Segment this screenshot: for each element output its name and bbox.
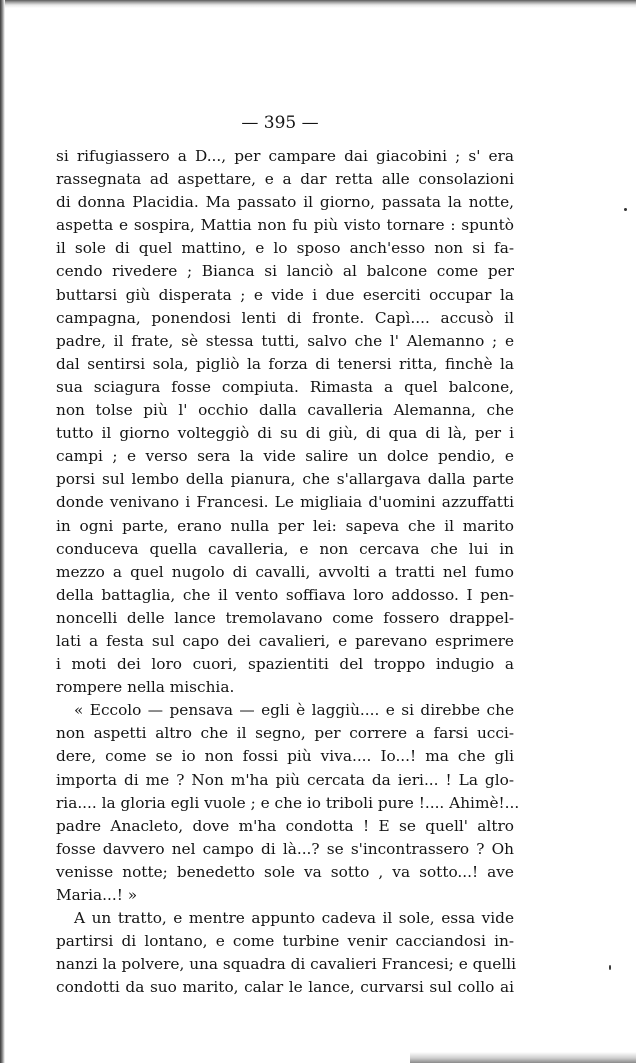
text-line: mezzo a quel nugolo di cavalli, avvolti a tratti nel fumo — [56, 562, 514, 581]
body-text — [56, 145, 520, 999]
text-line: Maria...! » — [56, 886, 138, 904]
text-line: fosse davvero nel campo di là...? se s'incontrassero ? Oh — [56, 839, 514, 858]
text-line: lati a festa sul capo dei cavalieri, e parevano esprimere — [56, 631, 514, 650]
text-line: di donna Placidia. Ma passato il giorno, passata la notte, — [56, 193, 514, 212]
text-line: si rifugiassero a D..., per campare dai giacobini ; s' era — [56, 147, 514, 165]
text-line: nanzi la polvere, una squadra di cavalieri Francesi; e quelli — [56, 955, 517, 974]
text-line: aspetta e sospira, Mattia non fu più visto tornare : spuntò — [56, 216, 514, 235]
text-line: della battaglia, che il vento soffiava loro addosso. I pen- — [56, 585, 514, 604]
text-line: il sole di quel mattino, e lo sposo anch'esso non si fa- — [56, 239, 514, 258]
page-number: — 395 — — [241, 113, 319, 133]
text-line: non aspetti altro che il segno, per correre a farsi ucci- — [56, 724, 514, 743]
text-line: importa di me ? Non m'ha più cercata da ieri... ! La glo- — [56, 770, 514, 789]
text-line: noncelli delle lance tremolavano come fossero drappel- — [56, 608, 514, 627]
text-line: campi ; e verso sera la vide salire un dolce pendio, e — [56, 447, 514, 466]
scan-speck — [624, 208, 627, 211]
text-line: ria.... la gloria egli vuole ; e che io triboli pure !.... Ahimè!... — [56, 793, 520, 812]
scan-top-edge — [0, 0, 636, 8]
scan-left-edge — [0, 0, 5, 1063]
scan-bottom-edge — [410, 1052, 636, 1063]
text-line: conduceva quella cavalleria, e non cercava che lui in — [56, 539, 514, 558]
text-line: « Eccolo — pensava — egli è laggiù.... e si direbbe che — [74, 701, 514, 720]
text-line: padre, il frate, sè stessa tutti, salvo che l' Alemanno ; e — [56, 331, 514, 350]
text-line: dal sentirsi sola, pigliò la forza di tenersi ritta, finchè la — [56, 354, 514, 373]
text-line: rassegnata ad aspettare, e a dar retta alle consolazioni — [56, 170, 514, 189]
text-line: A un tratto, e mentre appunto cadeva il sole, essa vide — [74, 909, 514, 928]
text-line: i moti dei loro cuori, spazientiti del troppo indugio a — [56, 655, 514, 674]
text-line: porsi sul lembo della pianura, che s'allargava dalla parte — [56, 470, 514, 489]
text-line: dere, come se io non fossi più viva.... Io...! ma che gli — [56, 747, 514, 766]
text-line: in ogni parte, erano nulla per lei: sapeva che il marito — [56, 516, 514, 535]
text-line: campagna, ponendosi lenti di fronte. Capì.... accusò il — [56, 308, 514, 327]
text-line: sua sciagura fosse compiuta. Rimasta a quel balcone, — [56, 377, 514, 396]
scan-speck — [609, 965, 611, 970]
text-line: padre Anacleto, dove m'ha condotta ! E se quell' altro — [56, 816, 514, 835]
text-line: rompere nella mischia. — [56, 678, 235, 697]
text-line: non tolse più l' occhio dalla cavalleria Alemanna, che — [56, 401, 514, 420]
text-line: buttarsi giù disperata ; e vide i due eserciti occupar la — [56, 285, 514, 304]
text-line: cendo rivedere ; Bianca si lanciò al balcone come per — [56, 262, 514, 281]
text-line: partirsi di lontano, e come turbine venir cacciandosi in- — [56, 932, 514, 951]
text-line: condotti da suo marito, calar le lance, curvarsi sul collo ai — [56, 978, 514, 997]
text-line: venisse notte; benedetto sole va sotto , va sotto...! ave — [56, 862, 514, 881]
text-line: donde venivano i Francesi. Le migliaia d'uomini azzuffatti — [56, 493, 514, 512]
text-line: tutto il giorno volteggiò di su di giù, di qua di là, per i — [56, 424, 514, 443]
